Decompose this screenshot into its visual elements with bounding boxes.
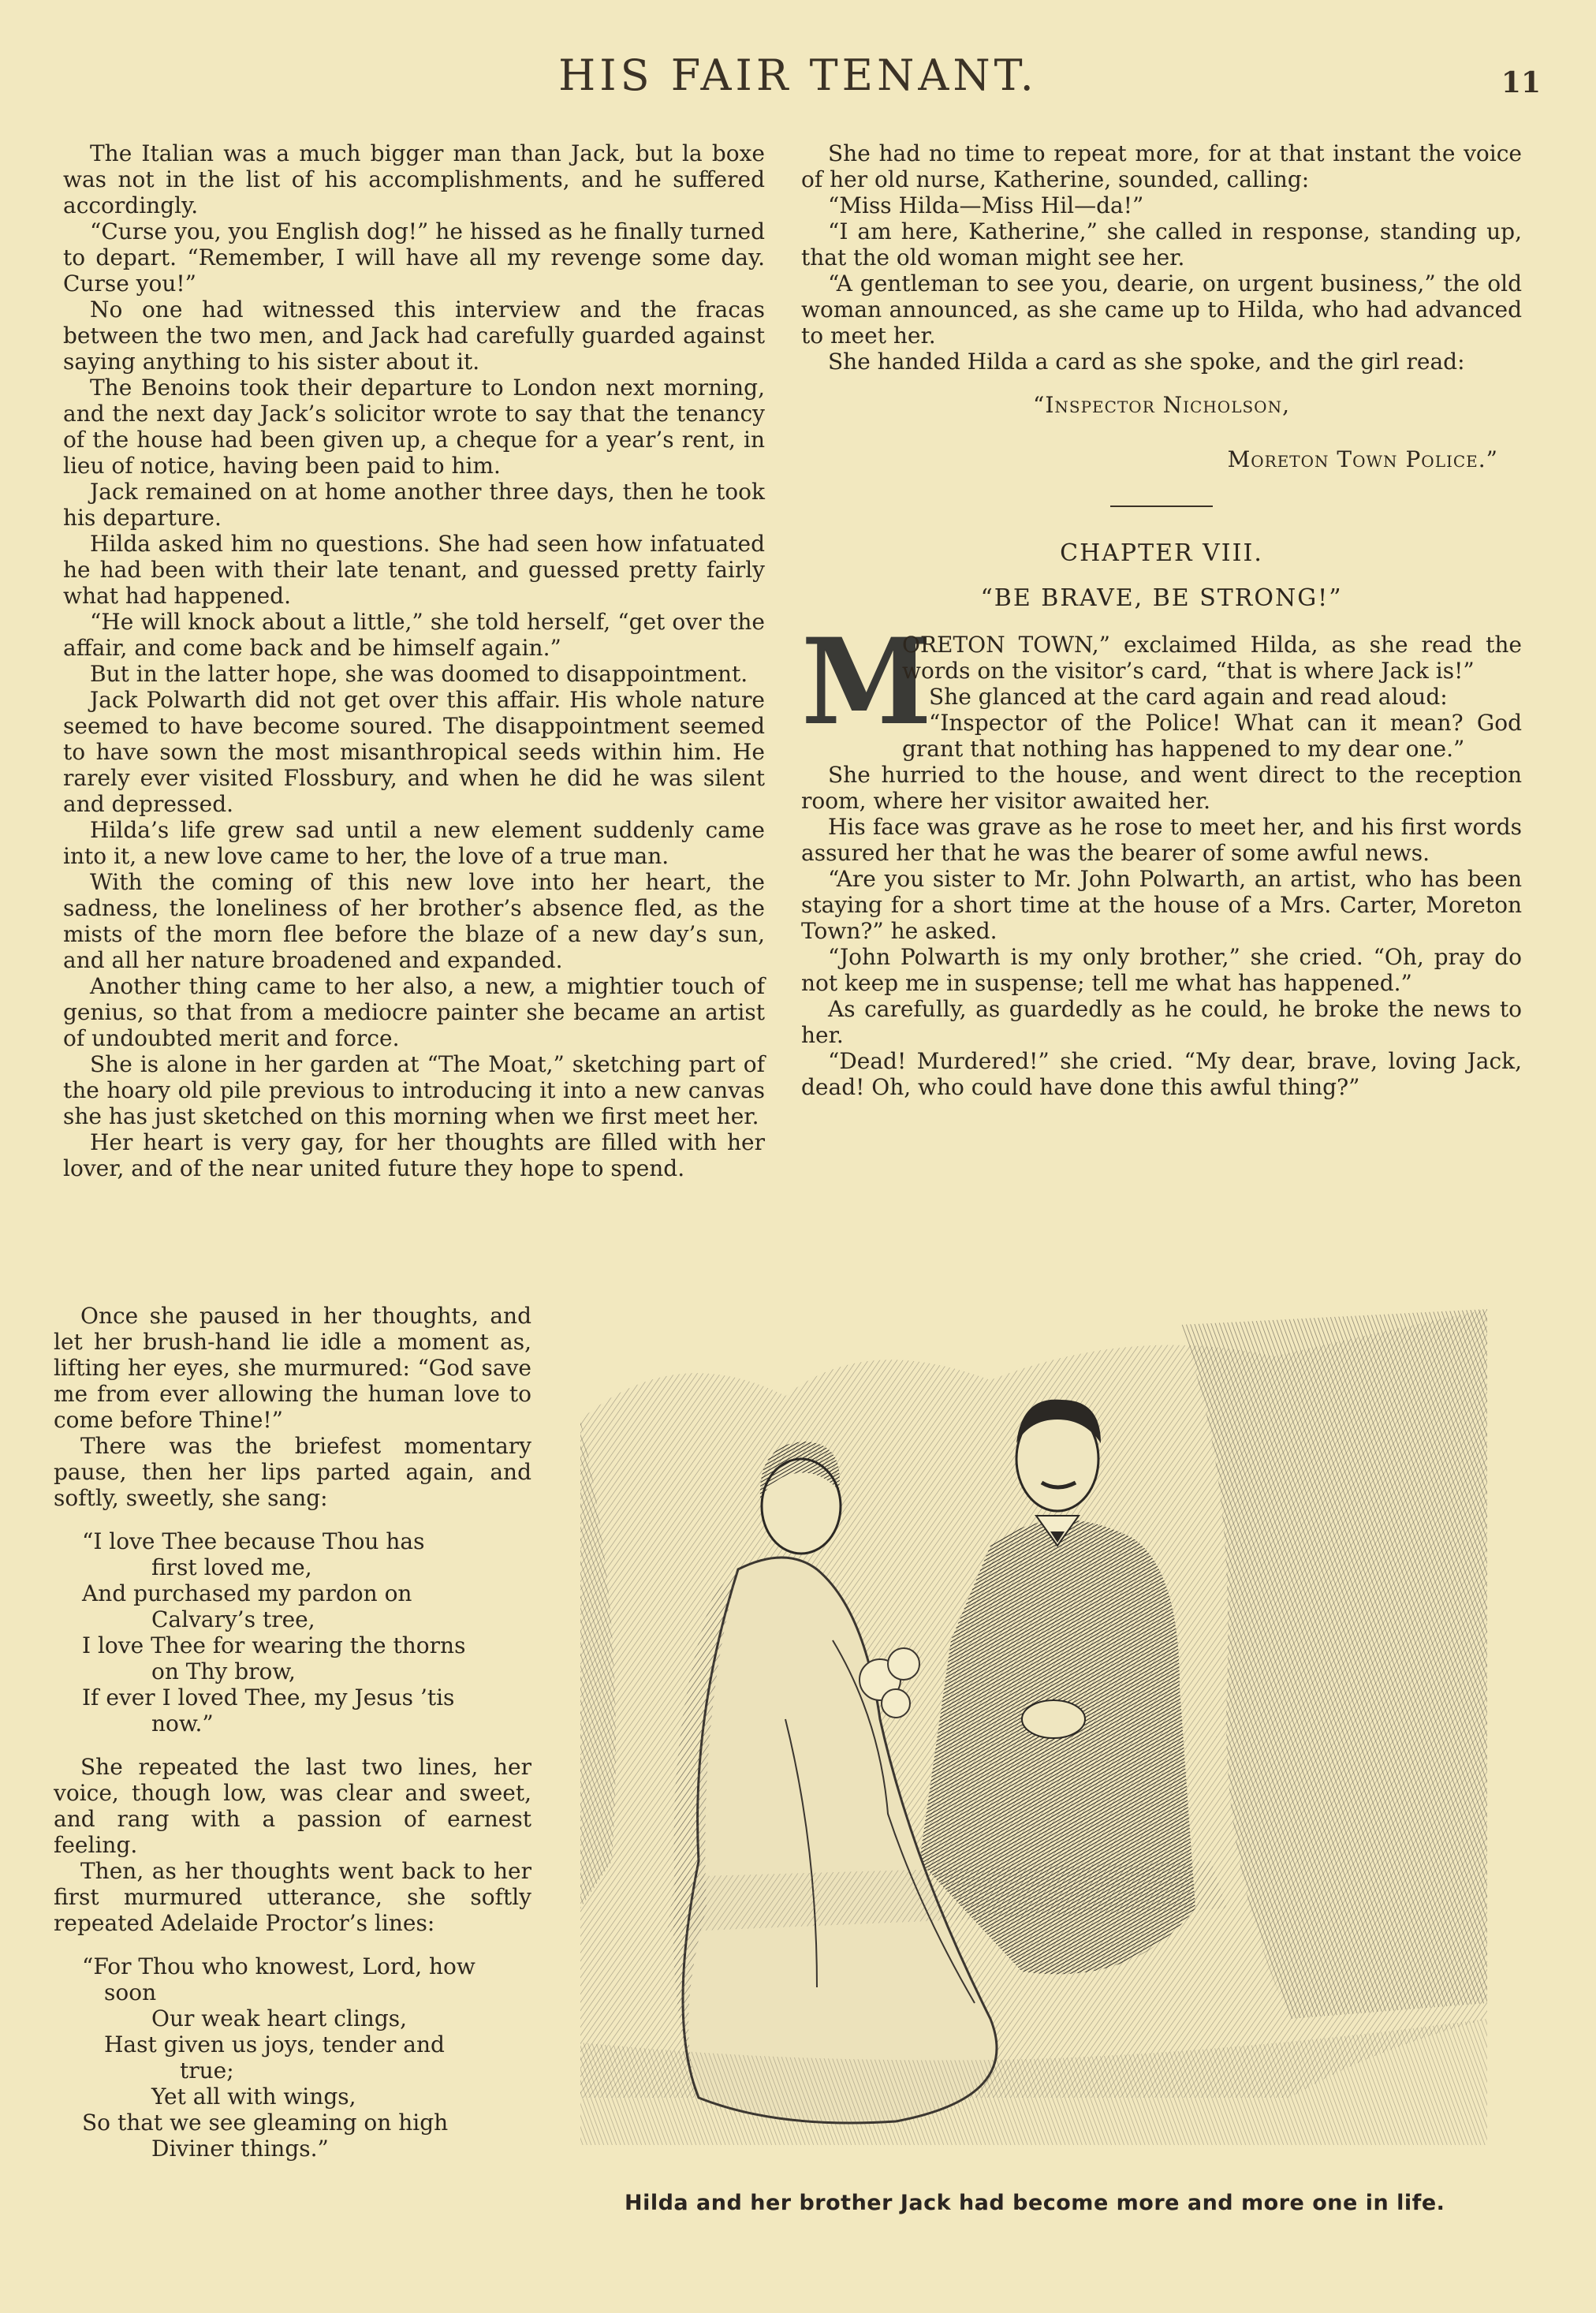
verse-line: And purchased my pardon on [82, 1580, 412, 1606]
paragraph: “Miss Hilda—Miss Hil—da!” [828, 192, 1144, 218]
paragraph: “Inspector of the Police! What can it mean? God grant that nothing has happened to my dear one.” [902, 710, 1522, 762]
running-head: HIS FAIR TENANT. [558, 50, 1038, 100]
paragraph: Another thing came to her also, a new, a mightier touch of genius, so that from a mediocre painter she became an artist of undoubted merit and force. [63, 973, 765, 1051]
chapter-subtitle: “BE BRAVE, BE STRONG!” [980, 584, 1343, 612]
paragraph: Then, as her thoughts went back to her first murmured utterance, she softly repeated Adelaide Proctor’s lines: [54, 1858, 531, 1936]
poem-verse [54, 1953, 531, 2162]
verse-line: soon [104, 1979, 157, 2005]
verse-line: If ever I loved Thee, my Jesus ’tis [82, 1684, 455, 1711]
verse-line: “I love Thee because Thou has [82, 1528, 425, 1554]
left-column [63, 140, 765, 1181]
drop-cap: M [801, 613, 933, 752]
paragraph: As carefully, as guardedly as he could, he broke the news to her. [801, 996, 1522, 1048]
section-divider [1110, 506, 1213, 507]
paragraph: Jack remained on at home another three days, then he took his departure. [63, 479, 765, 531]
paragraph: No one had witnessed this interview and the fracas between the two men, and Jack had carefully guarded against saying anything to his sister about it. [63, 297, 765, 375]
paragraph: His face was grave as he rose to meet her, and his first words assured her that he was the bearer of some awful news. [801, 814, 1522, 866]
verse-line: I love Thee for wearing the thorns [82, 1632, 466, 1658]
paragraph: “I am here, Katherine,” she called in response, standing up, that the old woman might see her. [801, 218, 1522, 270]
paragraph: But in the latter hope, she was doomed to disappointment. [90, 661, 748, 687]
card-text-line-2: Moreton Town Police.” [1227, 446, 1498, 472]
engraving-illustration [580, 1309, 1487, 2145]
paragraph: “Curse you, you English dog!” he hissed as he finally turned to depart. “Remember, I will have all my revenge some day. Curse you!” [63, 218, 765, 297]
paragraph: She is alone in her garden at “The Moat,” sketching part of the hoary old pile previous to introducing it into a new canvas she has just sketched on this morning when we first meet her. [63, 1051, 765, 1129]
paragraph: “Dead! Murdered!” she cried. “My dear, brave, loving Jack, dead! Oh, who could have done this awful thing?” [801, 1048, 1522, 1100]
paragraph: She had no time to repeat more, for at that instant the voice of her old nurse, Katherine, sounded, calling: [801, 140, 1522, 192]
card-text-line-1: “Inspector Nicholson, [1033, 392, 1290, 418]
verse-line: now.” [151, 1711, 214, 1737]
verse-line: Diviner things.” [151, 2136, 329, 2162]
paragraph: Hilda asked him no questions. She had seen how infatuated he had been with their late tenant, and guessed pretty fairly what had happened. [63, 531, 765, 609]
paragraph: Once she paused in her thoughts, and let her brush-hand lie idle a moment as, lifting her eyes, she murmured: “God save me from ever allowing the human love to come before Thine!” [54, 1303, 531, 1433]
paragraph: She handed Hilda a card as she spoke, and the girl read: [828, 349, 1465, 375]
paragraph: “John Polwarth is my only brother,” she cried. “Oh, pray do not keep me in suspense; tell me what has happened.” [801, 944, 1522, 996]
verse-line: first loved me, [151, 1554, 312, 1580]
chapter-title: CHAPTER VIII. [1060, 539, 1263, 567]
paragraph: “Are you sister to Mr. John Polwarth, an artist, who has been staying for a short time at the house of a Mrs. Carter, Moreton Town?” he asked. [801, 866, 1522, 944]
paragraph: Hilda’s life grew sad until a new element suddenly came into it, a new love came to her, the love of a true man. [63, 817, 765, 869]
right-column [801, 140, 1522, 1100]
verse-line: true; [180, 2057, 234, 2084]
paragraph: She hurried to the house, and went direct to the reception room, where her visitor awaited her. [801, 762, 1522, 814]
paragraph: With the coming of this new love into her heart, the sadness, the loneliness of her brother’s absence fled, as the mists of the morn flee before the blaze of a new day’s sun, and all her nature broadened and expanded. [63, 869, 765, 973]
paragraph: “He will knock about a little,” she told herself, “get over the affair, and come back and be himself again.” [63, 609, 765, 661]
verse-line: Calvary’s tree, [151, 1606, 315, 1632]
page-number: 11 [1501, 66, 1541, 99]
verse-line: on Thy brow, [151, 1658, 296, 1684]
illustration-caption: Hilda and her brother Jack had become more and more one in life. [625, 2191, 1445, 2215]
paragraph: Her heart is very gay, for her thoughts are filled with her lover, and of the near united future they hope to spend. [63, 1129, 765, 1181]
paragraph: She repeated the last two lines, her voice, though low, was clear and sweet, and rang with a passion of earnest feeling. [54, 1754, 531, 1858]
verse-line: Hast given us joys, tender and [104, 2031, 445, 2057]
paragraph: The Benoins took their departure to London next morning, and the next day Jack’s solicitor wrote to say that the tenancy of the house had been given up, a cheque for a year’s rent, in lieu of notice, having been paid to him. [63, 375, 765, 479]
verse-line: So that we see gleaming on high [82, 2110, 449, 2136]
verse-line: Yet all with wings, [151, 2084, 356, 2110]
hymn-verse [54, 1528, 531, 1737]
paragraph: She glanced at the card again and read aloud: [929, 684, 1448, 710]
verse-line: “For Thou who knowest, Lord, how [82, 1953, 475, 1979]
paragraph: Jack Polwarth did not get over this affair. His whole nature seemed to have become soured. The disappointment seemed to have sown the most misanthropical seeds within him. He rarely ever visited Flossbury, and when he did he was silent and depressed. [63, 687, 765, 817]
left-narrow-column [54, 1303, 531, 2179]
paragraph: The Italian was a much bigger man than Jack, but la boxe was not in the list of his accomplishments, and he suffered accordingly. [63, 140, 765, 218]
paragraph: There was the briefest momentary pause, then her lips parted again, and softly, sweetly, she sang: [54, 1433, 531, 1511]
verse-line: Our weak heart clings, [151, 2005, 408, 2031]
opening-text: ORETON TOWN,” exclaimed Hilda, as she read the words on the visitor’s card, “that is where Jack is!” [902, 632, 1522, 684]
paragraph: “A gentleman to see you, dearie, on urgent business,” the old woman announced, as she came up to Hilda, who had advanced to meet her. [801, 270, 1522, 349]
